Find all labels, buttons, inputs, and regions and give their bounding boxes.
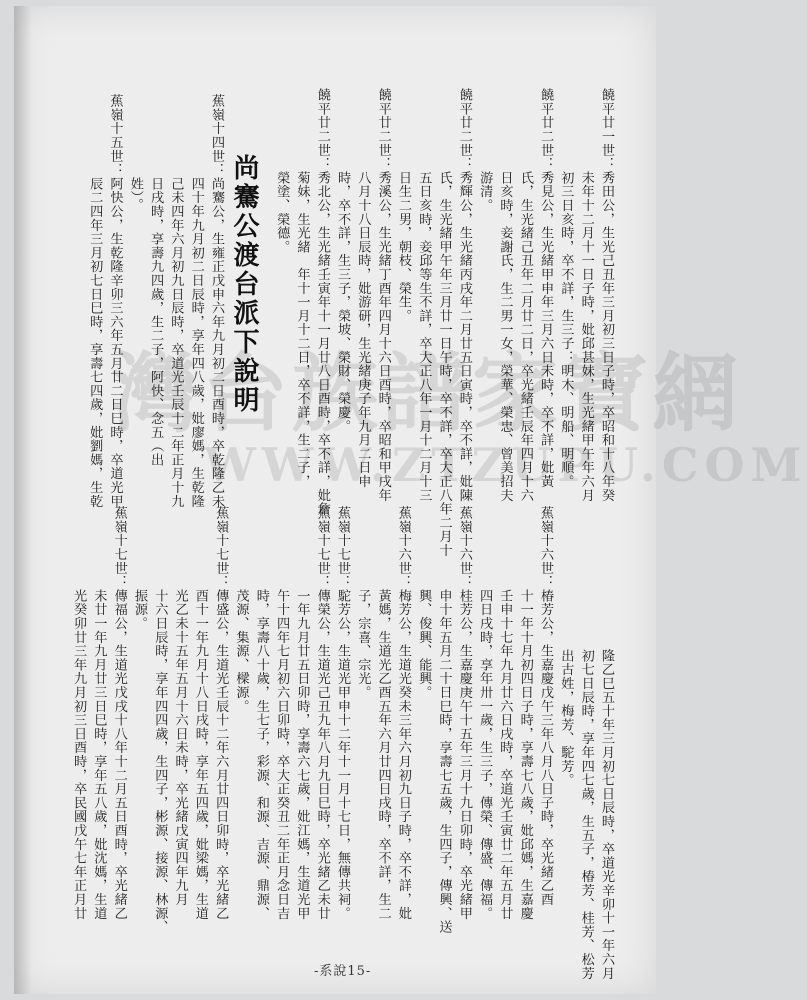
text-column: 酉十一年九月十八日戌時，享年五四歲，妣梁媽，生道 — [192, 506, 208, 920]
text-column: 興、俊興、能興。 — [416, 506, 432, 700]
text-column: 一年九月廿五日卯時，享壽六七歲，妣江媽，生道光甲 — [294, 506, 310, 920]
text-column: 榮塗、榮德。 — [274, 88, 290, 254]
text-column: 日亥時，妾謝氏，生二男一女，榮華、榮忠、曾美招夫 — [497, 88, 513, 502]
text-column: 八月十八日辰時，妣游研，生光緒庚子年九月二日申 — [355, 88, 371, 489]
text-column: 黃媽，生道光乙酉五年六月廿四日戌時，卒不詳，生二 — [375, 506, 391, 920]
text-column: 十一年十月初四日子時，享壽七八歲，妣邱媽，生嘉慶 — [517, 506, 533, 920]
watermark-url: WWW.ZTZUPU.COM — [204, 438, 807, 492]
text-column: 出古姓，梅芳、駝芳。 — [558, 566, 574, 787]
text-column: 隆乙巳五十年三月初七日辰時，卒道光辛卯十一年六月 — [599, 566, 614, 980]
text-column: 壬申十七年九月廿六日戌時，卒道光壬寅廿二年五月廿 — [497, 506, 513, 920]
text-column: 饒平廿二世：秀北公，生光緒壬寅年十一月廿八日酉時，卒不詳，妣詹 — [314, 88, 330, 516]
text-column: 日戌時，享壽九四歲，生二子，阿快、念五（出 — [148, 94, 164, 467]
text-column: 蕉嶺十五世：阿快公，生乾隆辛卯三六年五月廿二日巳時，卒道光甲 — [107, 94, 123, 508]
text-column: 初三日亥時，卒不詳，生三子：明木、明船、明順。 — [558, 88, 574, 489]
page-number: -系說15- — [314, 964, 372, 979]
text-column: 振源。 — [132, 506, 147, 631]
section-heading: 尚騫公渡台派下說明 — [229, 154, 259, 415]
text-column: 辰二四年三月初七日巳時，享壽七四歲，妣劉媽，生乾 — [87, 94, 103, 508]
text-column: 饒平廿二世：秀溪公，生光緒丁酉年四月十六日酉時，卒昭和甲戌年 — [375, 88, 391, 502]
text-column: 氏，生光緒己丑年二月廿二日，卒光緒壬辰年四月十六 — [517, 88, 533, 502]
text-column: 蕉嶺十七世：傳福公，生道光戊戌十八年十二月五日酉時，卒光緒乙 — [111, 506, 127, 920]
text-column: 菊妹，生光緒 年十一月十二日，卒不詳，生二子， — [294, 88, 310, 489]
text-column: 申十年五月二十日巳時，享壽七五歲，生四子，傳興、送 — [436, 506, 452, 934]
text-column: 十六日辰時，享年四四歲，生四子，彬源、接源、林源、 — [152, 506, 168, 934]
text-column: 饒平廿二世：秀見公，生光緒甲申年三月六日未時，卒不詳，妣黃 — [538, 88, 554, 489]
text-column: 蕉嶺十七世：駝芳公，生道光甲申十二年十一月十七日，無傳共祠。 — [335, 506, 350, 920]
text-column: 蕉嶺十六世：桂芳公，生嘉慶庚午十五年三月十九日卯時，卒光緒甲 — [456, 506, 472, 920]
binding-shadow — [14, 6, 32, 994]
text-column: 五日亥時，妾邱等生不詳，卒大正八年一月十二月十三 — [416, 88, 432, 502]
text-column: 饒平廿一世：秀田公，生光己丑年三月初三日子時，卒昭和十八年癸 — [599, 88, 614, 502]
text-column: 氏，生光緒甲午年三月廿一日午時，卒不詳，卒大正八年二月十 — [436, 88, 452, 558]
text-column: 時，享壽八十歲，生七子，彩源、和源、吉源、鼎源、 — [253, 506, 269, 920]
text-column: 蕉嶺十七世：傳盛公，生道光壬辰十二年六月廿四日卯時，卒光緒乙 — [213, 506, 229, 920]
text-column: 午十四年七月初六日卯時，卒大正癸丑二年正月念日吉 — [274, 506, 290, 920]
text-column: 蕉嶺十四世：尚騫公，生雍正戊申六年九月初二日酉時，卒乾隆乙未 — [209, 94, 224, 508]
text-column: 游清。 — [477, 88, 493, 213]
text-column: 蕉嶺十六世：梅芳公，生道光癸未三年六月初九日子時，卒不詳，妣 — [395, 506, 411, 920]
book-page — [14, 6, 807, 994]
text-column: 光癸卯廿三年九月初三日酉時，卒民國戊午七年正月廿 — [71, 506, 87, 920]
text-column: 己未四年六月初九日辰時，卒道光壬辰十二年正月十九 — [168, 94, 184, 508]
text-column: 四日戌時，享年卅一歲，生三子，傳榮、傳盛、傳福。 — [477, 506, 493, 920]
text-column: 未年十二月十一日子時，妣邱甚妹，生光緒甲午年六月 — [578, 88, 594, 502]
text-column: 蕉嶺十七世：傳榮公，生道光己丑九年八月九日巳時，卒光緒乙未廿 — [314, 506, 330, 920]
text-column: 初七日辰時，享年四七歲，生五子，椿芳、桂芳、松芳 — [578, 566, 594, 980]
text-column: 未廿一年九月廿三日巳時，享年五八歲，妣沈媽，生道 — [91, 506, 107, 920]
watermark-text: 灣台族譜家寶網 — [112, 344, 742, 444]
text-column: 四十年九月初二日辰時，享年四八歲，妣廖媽，生乾隆 — [188, 94, 204, 508]
text-column: 茂源、集源、樑源。 — [233, 506, 249, 713]
text-column: 時，卒不詳，生三子，榮坡、榮財、榮慶。 — [335, 88, 351, 433]
text-column: 子，宗喜、宗光。 — [355, 506, 371, 700]
text-column: 饒平廿二世：秀輝公，生光緒丙戌年二月廿五日寅時，卒不詳，妣陳 — [456, 88, 472, 502]
text-column: 姓）。 — [127, 94, 143, 212]
text-column: 日生二男，朝枝、榮生。 — [396, 88, 411, 323]
text-column: 蕉嶺十六世：椿芳公，生嘉慶戊午三年八月八日子時，卒光緒乙酉 — [538, 506, 553, 907]
text-column: 光乙未十五年五月十六日未時，卒光緒戊寅四年九月 — [172, 506, 188, 907]
